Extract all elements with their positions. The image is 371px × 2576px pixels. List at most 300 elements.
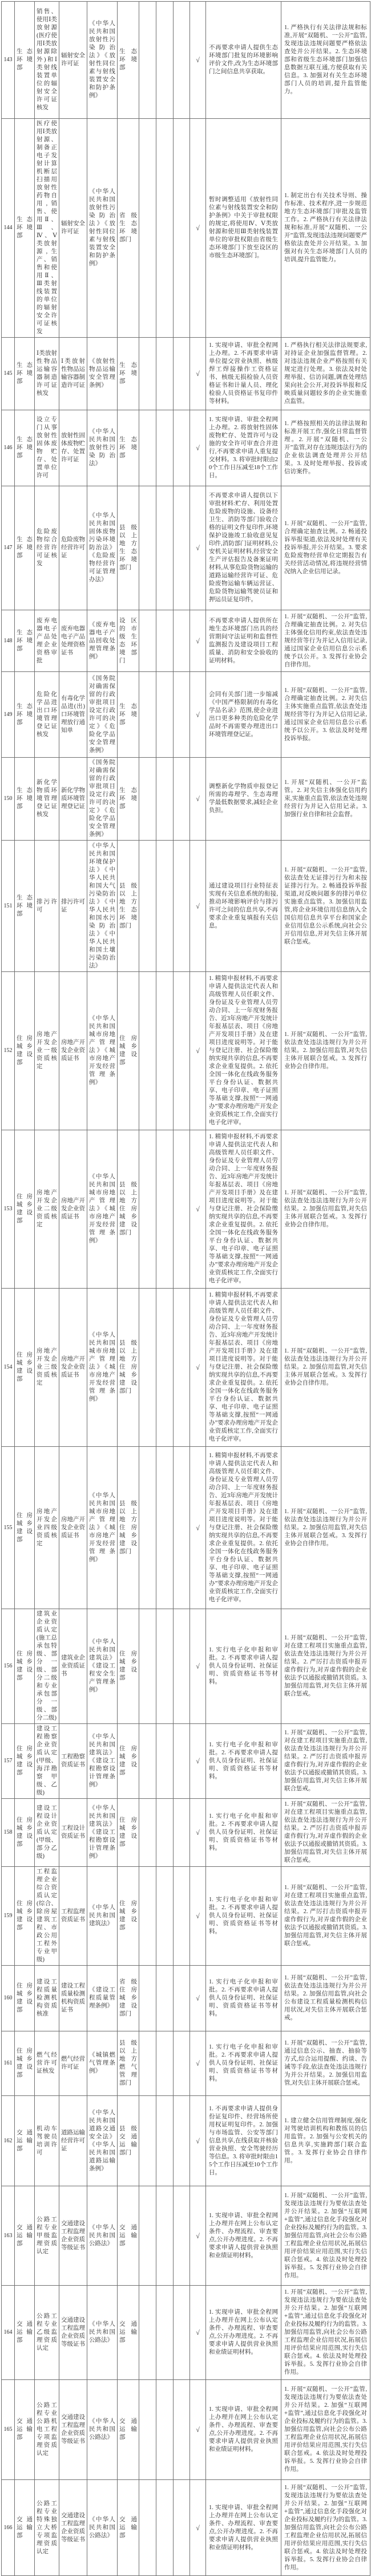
table-row	[2, 119, 370, 338]
cell-reform-mode-3	[174, 2186, 190, 2286]
cell-reform-mode-4-check: √	[190, 1289, 206, 1447]
cell-item-number: 153	[2, 1130, 15, 1289]
cell-reform-mode-4-check: √	[190, 1447, 206, 1609]
cell-license-name: 房地产开发企业资质证书	[59, 972, 87, 1130]
table-row	[2, 610, 370, 672]
cell-supervision-measures: 1. 严格执行相关法律法规要求,对持证企业加强监督管理。2. 对违法违规企业严格按照有关规定进行处理。3. 依法及时处理举报、信访问题,调查处理结果向社会公开,对投诉举报和反映质量问题较多的企业实施重点监管。	[281, 338, 370, 410]
cell-item-number: 147	[2, 486, 15, 610]
table-row	[2, 1966, 370, 2031]
table-row	[2, 2186, 370, 2286]
cell-item-number: 165	[2, 2380, 15, 2480]
cell-approval-department: 生态环境部	[15, 119, 35, 338]
cell-reform-mode-1	[139, 1130, 156, 1289]
cell-reform-mode-4-check: √	[190, 1799, 206, 1867]
cell-reform-mode-2	[156, 1799, 174, 1867]
cell-reform-mode-1	[139, 2096, 156, 2186]
cell-reform-mode-3	[174, 410, 190, 486]
table-row	[2, 2286, 370, 2380]
cell-item-number: 150	[2, 758, 15, 841]
cell-license-name: 建设工程质量检测机构资质证书	[59, 1966, 87, 2031]
cell-reform-mode-4-check: √	[190, 1724, 206, 1799]
cell-approval-department: 住房城乡建设部	[15, 1447, 35, 1609]
cell-item-number: 158	[2, 1799, 15, 1867]
cell-approval-authority: 交通运输部	[118, 2186, 139, 2286]
cell-permit-item-name: 建设工程质量检测机构资质核准	[35, 1966, 59, 2031]
cell-item-number: 164	[2, 2286, 15, 2380]
cell-legal-basis: 《城镇燃气管理条例》	[87, 2031, 118, 2096]
cell-reform-mode-4-check: √	[190, 1867, 206, 1966]
cell-reform-mode-1	[139, 2031, 156, 2096]
cell-reform-mode-1	[139, 2380, 156, 2480]
cell-legal-basis: 《中华人民共和国公路法》	[87, 2186, 118, 2286]
cell-reform-mode-3	[174, 1130, 190, 1289]
cell-reform-measures: 暂时调整适用《放射性同位素与射线装置安全和防护条例》中关于审批权限的规定,将使用Ⅳ、Ⅴ类放射源和使用Ⅲ类射线装置单位的审批权限由省级生态环境部门下放至设区的市级生态环境部门。	[206, 119, 281, 338]
cell-legal-basis: 《中华人民共和国放射性污染防治法》《放射性同位素与射线装置安全和防护条例》	[87, 119, 118, 338]
cell-approval-department: 交通运输部	[15, 2286, 35, 2380]
cell-legal-basis: 《国务院对确需保留的行政审批项目设定行政许可的决定》《危险化学品安全管理条例》	[87, 758, 118, 841]
cell-approval-department: 生态环境部	[15, 410, 35, 486]
cell-approval-authority: 住房城乡建设部	[118, 1799, 139, 1867]
cell-reform-mode-1	[139, 972, 156, 1130]
cell-reform-mode-1	[139, 1609, 156, 1724]
cell-license-name: 废弃电器电子产品处理资格证书	[59, 610, 87, 672]
cell-reform-mode-2	[156, 119, 174, 338]
cell-reform-mode-2	[156, 2186, 174, 2286]
cell-legal-basis: 《中华人民共和国公路法》	[87, 2286, 118, 2380]
cell-reform-mode-2	[156, 1966, 174, 2031]
cell-reform-measures: 1. 精简申报材料,不再要求申请人提供法定代表人和高级管理人员任职文件、身份证及专业管理人员劳动合同、上一年度财务报告、近3年房地产开发统计年报基层表、项目《房地产开发项目手册》及在建项目进度说明等。对于能与登记注册、社会保险缴纳实现共享的信息,不再要求企业重复提供。2. 依托全国一体化在线政务服务平台身份认证、数据共享、电子印章、电子证照等基础支撑,按照“一网通办”要求办理房地产开发企业资质核定工作,全面实行电子化评审。	[206, 1447, 281, 1609]
cell-reform-mode-3	[174, 119, 190, 338]
cell-reform-measures: 1. 精简申报材料,不再要求申请人提供法定代表人和高级管理人员任职文件、身份证及专业管理人员劳动合同、上一年度财务报告、近3年房地产开发统计年报基层表、项目《房地产开发项目手册》及在建项目进度说明等。对于能与登记注册、社会保险缴纳实现共享的信息,不再要求企业重复提供。2. 依托全国一体化在线政务服务平台身份认证、数据共享、电子印章、电子证照等基础支撑,按照“一网通办”要求办理房地产开发企业资质核定工作,全面实行电子化评审。	[206, 1289, 281, 1447]
table-row	[2, 2380, 370, 2480]
cell-supervision-measures: 1. 开展“双随机、一公开”监管,发现违法违规行为要依法查处并公开结果。2. 加强“互联网+监管”,通过信息化手段强化对企业投标及履约行为的监管。3. 加强信用监管,向社会公布公路工程监理企业信用状况,拓展信用评价结果应用范围,实行失信联合惩戒。4. 依法及时处理投诉举报。5. 发挥行业协会自律作用。	[281, 2480, 370, 2576]
cell-approval-department: 住房城乡建设部	[15, 1130, 35, 1289]
cell-permit-item-name: 公路工程专业特殊独立大桥专项监理资质认定	[35, 2480, 59, 2576]
cell-reform-measures: 不再要求申请人提供生态环境部门批复的环境影响评价文件,改为生态环境部门之间信息共享获取。	[206, 2, 281, 119]
cell-reform-mode-2	[156, 672, 174, 758]
table-row	[2, 486, 370, 610]
cell-legal-basis: 《中华人民共和国放射性污染防治法》	[87, 410, 118, 486]
cell-permit-item-name: 公路工程专业乙级监理资质认定	[35, 2286, 59, 2380]
table-row	[2, 1609, 370, 1724]
cell-permit-item-name: 机动车驾驶员培训许可	[35, 2096, 59, 2186]
cell-supervision-measures: 1. 开展“双随机、一公开”监管,依法查处无证排污行为和未按证排污行为。2. 畅通投诉举报渠道,对反映问题多的排污单位实施重点监管。3. 加强信用监管,将企业环境信用信息纳入全国信用信息共享平台和国家企业信用信息公示系统,向社会公开信用信息,并对失信主体开展联合惩戒。	[281, 841, 370, 972]
cell-approval-authority: 县级以上地方生态环境部门	[118, 486, 139, 610]
table-row	[2, 841, 370, 972]
cell-reform-mode-2	[156, 758, 174, 841]
cell-permit-item-name: 公路工程专业公路机电工程专项监理资质认定	[35, 2380, 59, 2480]
cell-item-number: 143	[2, 2, 15, 119]
cell-reform-measures: 1. 实行电子化申报和审批。2. 不再要求申请人提供人员身份证明、社保证明、资质资格证书等材料。	[206, 1867, 281, 1966]
cell-legal-basis: 《中华人民共和国公路法》	[87, 2480, 118, 2576]
cell-reform-mode-4-check: √	[190, 410, 206, 486]
cell-reform-mode-2	[156, 2480, 174, 2576]
cell-permit-item-name: 建设工程勘察企业资质认定(甲级、海洋勘察甲级、乙级)	[35, 1724, 59, 1799]
cell-reform-measures: 1. 实行电子化申报和审批。2. 不再要求申请人提供人员身份证明、社保证明、资质资格证书等材料。	[206, 1724, 281, 1799]
cell-approval-department: 住房城乡建设部	[15, 1289, 35, 1447]
cell-approval-authority: 交通运输部	[118, 2286, 139, 2380]
cell-reform-mode-3	[174, 1799, 190, 1867]
table-row	[2, 1289, 370, 1447]
cell-permit-item-name: 建设工程设计企业资质认定(甲级、部分乙级)	[35, 1799, 59, 1867]
cell-reform-measures: 1. 实现申请、审批全程网上办理并在网上公布认定条件、办理流程、审查要点,公开办理进度。2. 不再要求申请人提供营业执照和业绩证明材料。	[206, 2480, 281, 2576]
cell-reform-mode-4-check: √	[190, 672, 206, 758]
cell-license-name: 有毒化学品进(出)口环境管理放行通知单	[59, 672, 87, 758]
cell-permit-item-name: 医疗使用Ⅰ类放射源、制备正电子发射计算机断层扫描用放射性药物自用,销售、使用Ⅱ、Ⅲ、Ⅳ、Ⅴ类放射源,生产、销售和使用Ⅱ、Ⅲ类射线装置的单位的辐射安全许可证核发	[35, 119, 59, 338]
table-row	[2, 758, 370, 841]
cell-reform-mode-3	[174, 972, 190, 1130]
cell-reform-mode-3	[174, 2480, 190, 2576]
cell-license-name: 道路运输经营许可证	[59, 2096, 87, 2186]
cell-reform-mode-2	[156, 2, 174, 119]
cell-reform-mode-1	[139, 486, 156, 610]
cell-reform-mode-2	[156, 1289, 174, 1447]
cell-approval-authority: 县级以上地方住房城乡建设部门	[118, 1447, 139, 1609]
cell-license-name: 房地产开发企业资质证书	[59, 1447, 87, 1609]
cell-reform-mode-1	[139, 1447, 156, 1609]
cell-approval-authority: 县级以上地方燃气管理部门	[118, 2031, 139, 2096]
cell-reform-mode-2	[156, 2286, 174, 2380]
cell-permit-item-name: 工程监理企业综合资质认定(综合、除房屋建筑工程、市政公用工程外专业甲级)	[35, 1867, 59, 1966]
cell-reform-mode-3	[174, 1966, 190, 2031]
cell-approval-department: 住房城乡建设部	[15, 1966, 35, 2031]
cell-supervision-measures: 1. 开展“双随机、一公开”监管,对在建工程项目实施重点监管,依法查处违法违规行为并公开结果。2. 严厉打击资质申报弄虚作假行为,对弄虚作假的企业依法予以通报或撤销其资质。3. 加强信用监管,对失信主体开展联合惩戒。	[281, 1867, 370, 1966]
cell-supervision-measures: 1. 开展“双随机、一公开”监管,依法查处违法违规行为并公开结果。2. 加强信用监管,对失信主体开展联合惩戒。3. 发挥行业协会自律作用。	[281, 1447, 370, 1609]
cell-reform-mode-1	[139, 610, 156, 672]
cell-permit-item-name: 废弃电器电子产品处理企业资格审批	[35, 610, 59, 672]
cell-item-number: 145	[2, 338, 15, 410]
cell-supervision-measures: 1. 开展“双随机、一公开”监管,通过信息公示、抽查、抽验等方式,综合运用提醒、约谈、告诫等手段,依法查处违法违规行为并公开结果。2. 加强信用监管,对失信主体开展联合惩戒。	[281, 2031, 370, 2096]
cell-reform-mode-1	[139, 410, 156, 486]
cell-approval-department: 住房城乡建设部	[15, 1799, 35, 1867]
cell-approval-department: 住房城乡建设部	[15, 1724, 35, 1799]
cell-reform-mode-3	[174, 486, 190, 610]
cell-supervision-measures: 1. 开展“双随机、一公开”监管,依法查处违法违规行为并公开结果。2. 加强信用监管,向社会公布建设工程质量检测机构信用状况,对失信主体开展联合惩戒。	[281, 1966, 370, 2031]
cell-license-name: 交通建设工程监理企业资质等级证书	[59, 2186, 87, 2286]
cell-supervision-measures: 1. 开展“双随机、一公开”监管,依法查处违法违规行为并公开结果。2. 加强信用监管,对失信主体开展联合惩戒。3. 发挥行业协会自律作用。	[281, 972, 370, 1130]
cell-reform-mode-2	[156, 1130, 174, 1289]
cell-reform-measures: 不再要求申请人提供所在地生态环境部门出具的经营期间守法证明和监督性监测报告及建设项目工程质量、消防和安全验收的证明材料。	[206, 610, 281, 672]
cell-approval-authority: 生态环境部	[118, 338, 139, 410]
cell-license-name: 房地产开发企业资质证书	[59, 1130, 87, 1289]
cell-license-name: Ⅰ类放射性物品运输容器制造许可证	[59, 338, 87, 410]
cell-reform-mode-1	[139, 672, 156, 758]
cell-reform-mode-1	[139, 338, 156, 410]
cell-approval-department: 住房城乡建设部	[15, 1867, 35, 1966]
cell-approval-authority: 县级以上地方住房城乡建设部门	[118, 1289, 139, 1447]
cell-reform-mode-3	[174, 1609, 190, 1724]
cell-reform-mode-3	[174, 2031, 190, 2096]
cell-supervision-measures: 1. 严格执行有关法律法规和标准,开展“双随机、一公开”监管,发现违法违规问题要严格依法查处并公开结果。2. 生态环境部和省级生态环境部门加强信息数据互联互通,方便获取有关信息。3. 加强对有关生态环境部门人员的培训,提升监管能力。	[281, 2, 370, 119]
cell-approval-authority: 交通运输部	[118, 2380, 139, 2480]
cell-item-number: 157	[2, 1724, 15, 1799]
table-row	[2, 672, 370, 758]
cell-item-number: 166	[2, 2480, 15, 2576]
cell-reform-mode-1	[139, 2186, 156, 2286]
cell-reform-mode-4-check: √	[190, 119, 206, 338]
cell-permit-item-name: 房地产开发企业三级资质核定	[35, 1289, 59, 1447]
cell-reform-mode-2	[156, 2031, 174, 2096]
cell-reform-mode-4-check: √	[190, 486, 206, 610]
cell-reform-mode-4-check: √	[190, 972, 206, 1130]
cell-reform-measures: 通过建设项目行业特征表实现有关信息系统的衔接,推动环境影响评价与排污许可之间的信息共享,不再要求企业重复填报有关信息。	[206, 841, 281, 972]
cell-reform-mode-1	[139, 2, 156, 119]
cell-reform-mode-3	[174, 841, 190, 972]
cell-reform-mode-3	[174, 672, 190, 758]
cell-approval-authority: 省级生态环境部门	[118, 119, 139, 338]
cell-approval-department: 交通运输部	[15, 2186, 35, 2286]
table-row	[2, 338, 370, 410]
cell-reform-mode-4-check: √	[190, 1966, 206, 2031]
cell-item-number: 163	[2, 2186, 15, 2286]
cell-permit-item-name: 房地产开发企业四级资质核定	[35, 1447, 59, 1609]
cell-permit-item-name: 新化学物质环境管理登记证核发	[35, 758, 59, 841]
cell-license-name: 工程监理资质证书	[59, 1867, 87, 1966]
cell-approval-authority: 生态环境部	[118, 410, 139, 486]
cell-legal-basis: 《中华人民共和国建筑法》《建设工程安全生产管理条例》	[87, 1609, 118, 1724]
cell-license-name: 交通建设工程监理企业资质等级证书	[59, 2286, 87, 2380]
cell-reform-measures: 1. 实行电子化申报和审批。2. 不再要求申请人提供人员身份证明、社保证明、资质资格证书等材料。	[206, 1966, 281, 2031]
cell-legal-basis: 《中华人民共和国城市房地产管理法》《城市房地产开发经营管理条例》	[87, 1289, 118, 1447]
cell-reform-mode-2	[156, 2096, 174, 2186]
cell-reform-measures: 1. 不再要求申请人提供身份证复印件、经营场所使用权证明复印件。2. 加强与市场监管、公安等部门信息共享,在线获取并核验营业执照、安全驾驶经历等信息。3. 将审批时限由15个工作日压减至10个工作日。	[206, 2096, 281, 2186]
cell-reform-mode-2	[156, 486, 174, 610]
cell-supervision-measures: 1. 开展“双随机、一公开”监管,依法查处违法违规行为并公开结果。2. 加强信用监管,对失信主体开展联合惩戒。3. 发挥行业协会自律作用。	[281, 1289, 370, 1447]
cell-reform-mode-3	[174, 1289, 190, 1447]
table-row	[2, 1724, 370, 1799]
cell-reform-mode-3	[174, 338, 190, 410]
cell-approval-department: 生态环境部	[15, 841, 35, 972]
cell-approval-department: 生态环境部	[15, 758, 35, 841]
cell-supervision-measures: 1. 开展“双随机、一公开”监管,对在建工程项目实施重点监管,依法查处违法违规行为并公开结果。2. 严厉打击资质申报弄虚作假行为,对弄虚作假的企业依法予以通报或撤销其资质。3. 加强信用监管,对失信主体开展联合惩戒。	[281, 1799, 370, 1867]
cell-reform-mode-3	[174, 2, 190, 119]
cell-reform-mode-2	[156, 410, 174, 486]
cell-approval-authority: 交通运输部	[118, 2480, 139, 2576]
cell-reform-mode-1	[139, 1724, 156, 1799]
cell-reform-mode-1	[139, 1799, 156, 1867]
cell-supervision-measures: 1. 开展“双随机、一公开”监管,发现违法违规行为要依法查处并公开结果。2. 加强“互联网+监管”,通过信息化手段强化对企业投标及履约行为的监管。3. 加强信用监管,向社会公布公路工程监理企业信用状况,拓展信用评价结果应用范围,实行失信联合惩戒。4. 依法及时处理投诉举报。5. 发挥行业协会自律作用。	[281, 2380, 370, 2480]
cell-reform-mode-1	[139, 758, 156, 841]
cell-approval-department: 生态环境部	[15, 486, 35, 610]
cell-item-number: 160	[2, 1966, 15, 2031]
cell-license-name: 工程勘察资质证书	[59, 1724, 87, 1799]
cell-license-name: 新化学物质环境管理登记证	[59, 758, 87, 841]
cell-supervision-measures: 1. 开展“双随机、一公开”监管,合理确定抽查比例。2. 对失信主体强化信用约束,依法查处违规经营等行为并记入信用记录,通过国家企业信用信息公示系统予以公开。3. 发挥行业协会自律作用。	[281, 610, 370, 672]
table-body	[2, 2, 370, 2576]
cell-item-number: 159	[2, 1867, 15, 1966]
cell-reform-measures: 1. 实现申请、审批全程网上办理并在网上公布认定条件、办理流程、审查要点,公开办理进度。2. 不再要求申请人提供营业执照和业绩证明材料。	[206, 2286, 281, 2380]
cell-item-number: 152	[2, 972, 15, 1130]
cell-reform-measures: 调整新化学物质申报登记所需的毒理学、生态毒理学最低数据要求,减轻企业负担。	[206, 758, 281, 841]
cell-reform-mode-4-check: √	[190, 758, 206, 841]
cell-permit-item-name: 房地产开发企业二级资质核定	[35, 1130, 59, 1289]
cell-reform-measures: 1. 精简申报材料,不再要求申请人提供法定代表人和高级管理人员任职文件、身份证及专业管理人员劳动合同、上一年度财务报告、近3年房地产开发统计年报基层表、项目《房地产开发项目手册》及在建项目进度说明等。对于能与登记注册、社会保险缴纳实现共享的信息,不再要求企业重复提供。2. 依托全国一体化在线政务服务平台身份认证、数据共享、电子印章、电子证照等基础支撑,按照“一网通办”要求办理房地产开发企业资质核定工作,全面实行电子化评审。	[206, 972, 281, 1130]
cell-permit-item-name: Ⅰ类放射性物品运输容器制造许可证核发	[35, 338, 59, 410]
cell-legal-basis: 《中华人民共和国建筑法》《建设工程勘察设计管理条例》	[87, 1724, 118, 1799]
cell-approval-department: 交通运输部	[15, 2480, 35, 2576]
cell-legal-basis: 《国务院对确需保留的行政审批项目设定行政许可的决定》《危险化学品安全管理条例》	[87, 672, 118, 758]
cell-reform-mode-4-check: √	[190, 2380, 206, 2480]
cell-approval-department: 住房城乡建设部	[15, 1609, 35, 1724]
scanned-document-page	[0, 1, 371, 2576]
cell-reform-mode-4-check: √	[190, 2, 206, 119]
cell-reform-mode-3	[174, 2096, 190, 2186]
cell-legal-basis: 《中华人民共和国建筑法》	[87, 1867, 118, 1966]
cell-approval-authority: 生态环境部	[118, 758, 139, 841]
cell-reform-mode-4-check: √	[190, 338, 206, 410]
table-row	[2, 2096, 370, 2186]
cell-reform-measures: 1. 实行电子化申报和审批。2. 不再要求申请人提供人员身份证明、社保证明、资质资格证书等材料。	[206, 1609, 281, 1724]
cell-license-name: 燃气经营许可证	[59, 2031, 87, 2096]
cell-reform-mode-1	[139, 1966, 156, 2031]
cell-license-name: 排污许可证	[59, 841, 87, 972]
table-row	[2, 2031, 370, 2096]
cell-item-number: 144	[2, 119, 15, 338]
cell-approval-department: 生态环境部	[15, 338, 35, 410]
cell-reform-mode-4-check: √	[190, 2480, 206, 2576]
cell-legal-basis: 《中华人民共和国城市房地产管理法》《城市房地产开发经营管理条例》	[87, 1447, 118, 1609]
permit-reform-items-table	[1, 1, 370, 2576]
cell-supervision-measures: 1. 开展“双随机、一公开”监管,合理确定抽查比例。2. 畅通投诉举报渠道,依法及时处理有关投诉举报,并公开结果。3. 要求危险废物经营单位定期报告有关经营活动情况,将违规经营情况纳入企业信用记录。	[281, 486, 370, 610]
cell-legal-basis: 《中华人民共和国城市房地产管理法》《城市房地产开发经营管理条例》	[87, 1130, 118, 1289]
cell-legal-basis: 《中华人民共和国道路交通安全法》《中华人民共和国道路运输条例》	[87, 2096, 118, 2186]
cell-approval-department: 生态环境部	[15, 610, 35, 672]
cell-license-name: 放射性固体废物贮存、处置许可证	[59, 410, 87, 486]
cell-reform-mode-4-check: √	[190, 610, 206, 672]
cell-reform-mode-2	[156, 2380, 174, 2480]
cell-supervision-measures: 1. 开展“双随机、一公开”监管,发现违法违规行为要依法查处并公开结果。2. 加强“互联网+监管”,通过信息化手段强化对企业投标及履约行为的监管。3. 加强信用监管,向社会公布公路工程监理企业信用状况,拓展信用评价结果应用范围,实行失信联合惩戒。4. 依法及时处理投诉举报。5. 发挥行业协会自律作用。	[281, 2186, 370, 2286]
cell-reform-mode-3	[174, 1724, 190, 1799]
cell-reform-mode-2	[156, 972, 174, 1130]
cell-approval-department: 生态环境部	[15, 672, 35, 758]
table-row	[2, 2, 370, 119]
cell-approval-authority: 生态环境部	[118, 2, 139, 119]
cell-supervision-measures: 1. 建立健全信用管理制度,强化对驾驶培训机构和教练员的信用监管。2. 加强与公安机关的信息共享,实施跨部门联合监管。3. 发挥行业协会自律作用。	[281, 2096, 370, 2186]
cell-legal-basis: 《中华人民共和国固体废物污染环境防治法》《危险废物经营许可证管理办法》	[87, 486, 118, 610]
cell-license-name: 交通建设工程监理企业资质等级证书	[59, 2380, 87, 2480]
cell-permit-item-name: 危险废物综合经营许可证核发	[35, 486, 59, 610]
cell-reform-measures: 1. 实现申请、审批全程网上办理。2. 不再要求申请单位提交营业执照、核级焊工焊接操作工资格证书、核级无损检验人员资格证书和计量人员、理化检验人员资格证书复印件等材料。	[206, 338, 281, 410]
cell-supervision-measures: 1. 开展“双随机、一公开”监管。2. 对失信主体强化信用约束,实施重点监管,依法查处违规经营行为并记入信用记录。3. 加强行业自律和社会监督。	[281, 758, 370, 841]
cell-item-number: 149	[2, 672, 15, 758]
cell-reform-mode-4-check: √	[190, 1130, 206, 1289]
cell-reform-mode-1	[139, 2286, 156, 2380]
cell-legal-basis: 《放射性物品运输安全管理条例》	[87, 338, 118, 410]
cell-approval-department: 生态环境部	[15, 2, 35, 119]
cell-approval-authority: 住房城乡建设部	[118, 1609, 139, 1724]
cell-supervision-measures: 1. 严格按照相关的法律法规和标准开展工作,强化日常监督管理。2. 开展“双随机、一公开”监管,对存在违规违法行为的企业依法调查处理并公开结果。3. 及时处理举报、投诉或信访案件。	[281, 410, 370, 486]
cell-reform-measures: 不再要求申请人提供以下审批材料:贮存、利用处置危险废物的设施、设备经卫生、消防等部门验收合格的证明文件复印件,环境保护设施竣工验收意见复印件,消防部门证明材料,公安机关证明材料,经营安全生产评估报告及备案证明材料,从事危险货物运输的道路运输经营许可证、危险废物运输车辆运营证、危险货物运输驾驶员证和押运员证复印件。	[206, 486, 281, 610]
cell-reform-mode-1	[139, 2480, 156, 2576]
cell-reform-mode-2	[156, 1609, 174, 1724]
cell-approval-authority: 设区的市级生态环境部门	[118, 610, 139, 672]
cell-item-number: 161	[2, 2031, 15, 2096]
cell-reform-mode-4-check: √	[190, 2186, 206, 2286]
cell-item-number: 156	[2, 1609, 15, 1724]
cell-item-number: 155	[2, 1447, 15, 1609]
cell-legal-basis: 《中华人民共和国公路法》	[87, 2380, 118, 2480]
cell-reform-mode-1	[139, 119, 156, 338]
cell-supervision-measures: 1. 开展“双随机、一公开”监管,合理确定抽查比例。2. 对失信主体实施重点监管,依法查处违规经营等行为并记入信用记录,通过国家企业信用信息公示系统予以公开。3. 依法及时处理投诉举报。	[281, 672, 370, 758]
cell-supervision-measures: 1. 开展“双随机、一公开”监管,对在建工程项目实施重点监管,依法查处违法违规行为并公开结果。2. 严厉打击资质申报弄虚作假行为,对弄虚作假的企业依法予以通报或撤销其资质。3. 加强信用监管,对失信主体开展联合惩戒。	[281, 1609, 370, 1724]
cell-license-name: 辐射安全许可证	[59, 2, 87, 119]
cell-reform-measures: 会同有关部门进一步缩减《中国严格限制的有毒化学品名录》范围,使企业进出口更多种类的危险化学品时不再需要办理进出口环境管理登记证。	[206, 672, 281, 758]
cell-reform-measures: 1. 实现申请、审批全程网上办理。2. 将放射性固体废物贮存、处置许可与设施的安全许可审查合并进行,不再要求申请人重复提交材料。3. 将审批时限由20个工作日压减至18个工作日。	[206, 410, 281, 486]
cell-reform-measures: 1. 实行电子化申报和审批。2. 不再要求申请人提供人员身份证明、社保证明、资质资格证书等材料。	[206, 1799, 281, 1867]
table-row	[2, 972, 370, 1130]
table-row	[2, 1447, 370, 1609]
cell-license-name: 工程设计资质证书	[59, 1799, 87, 1867]
cell-approval-authority: 县级以上地方生态环境部门	[118, 841, 139, 972]
cell-approval-authority: 住房城乡建设部	[118, 972, 139, 1130]
cell-approval-department: 交通运输部	[15, 2096, 35, 2186]
cell-item-number: 148	[2, 610, 15, 672]
cell-reform-measures: 1. 实现申请、审批全程网上办理并在网上公布认定条件、办理流程、审查要点,公开办理进度。2. 不再要求申请人提供营业执照和业绩证明材料。	[206, 2380, 281, 2480]
cell-approval-authority: 县级以上地方住房城乡建设部门	[118, 1130, 139, 1289]
table-row	[2, 2480, 370, 2576]
cell-reform-measures: 1. 实现申请、审批全程网上办理并在网上公布认定条件、办理流程、审查要点,公开办理进度。2. 不再要求申请人提供营业执照和业绩证明材料。	[206, 2186, 281, 2286]
cell-reform-mode-1	[139, 1867, 156, 1966]
cell-approval-authority: 住房城乡建设部	[118, 1724, 139, 1799]
cell-legal-basis: 《中华人民共和国环境保护法》《中华人民共和国大气污染防治法》《中华人民共和国水污染防治法》《中华人民共和国土壤污染防治法》	[87, 841, 118, 972]
cell-approval-authority: 县级交通运输部门	[118, 2096, 139, 2186]
cell-legal-basis: 《中华人民共和国城市房地产管理法》《城市房地产开发经营管理条例》	[87, 972, 118, 1130]
cell-license-name: 辐射安全许可证	[59, 119, 87, 338]
cell-reform-mode-2	[156, 338, 174, 410]
cell-permit-item-name: 设立专门从事放射性固体废物贮存、处置单位许可	[35, 410, 59, 486]
table-row	[2, 1130, 370, 1289]
cell-reform-mode-3	[174, 1867, 190, 1966]
cell-supervision-measures: 1. 开展“双随机、一公开”监管,对在建工程项目实施重点监管,依法查处违法违规行为并公开结果。2. 严厉打击资质申报弄虚作假行为,对弄虚作假的企业依法予以通报或撤销其资质。3. 加强信用监管,对失信主体开展联合惩戒。	[281, 1724, 370, 1799]
cell-reform-mode-3	[174, 2380, 190, 2480]
cell-reform-mode-3	[174, 1447, 190, 1609]
cell-legal-basis: 《中华人民共和国放射性污染防治法》《放射性同位素与射线装置安全和防护条例》	[87, 2, 118, 119]
cell-item-number: 151	[2, 841, 15, 972]
cell-supervision-measures: 1. 制定出台有关技术导则、操作标准、技术程序,进一步规范地方生态环境部门审批及监管工作。2. 严格执行有关法律法规和标准,开展“双随机、一公开”监管,发现违法违规问题要严格依法查处并公开结果。3. 加强对有关生态环境部门人员的培训,提升监管能力。	[281, 119, 370, 338]
cell-permit-item-name: 房地产开发企业一级资质核定	[35, 972, 59, 1130]
cell-reform-mode-4-check: √	[190, 1609, 206, 1724]
cell-permit-item-name: 燃气经营许可证核发	[35, 2031, 59, 2096]
cell-reform-mode-4-check: √	[190, 841, 206, 972]
cell-license-name: 交通建设工程监理企业资质等级证书	[59, 2480, 87, 2576]
cell-item-number: 154	[2, 1289, 15, 1447]
cell-supervision-measures: 1. 开展“双随机、一公开”监管,发现违法违规行为要依法查处并公开结果。2. 加强“互联网+监管”,通过信息化手段强化对企业投标及履约行为的监管。3. 加强信用监管,向社会公布公路工程监理企业信用状况,拓展信用评价结果应用范围,实行失信联合惩戒。4. 依法及时处理投诉举报。5. 发挥行业协会自律作用。	[281, 2286, 370, 2380]
cell-reform-measures: 1. 精简申报材料,不再要求申请人提供法定代表人和高级管理人员任职文件、身份证及专业管理人员劳动合同、上一年度财务报告、近3年房地产开发统计年报基层表、项目《房地产开发项目手册》及在建项目进度说明等。对于能与登记注册、社会保险缴纳实现共享的信息,不再要求企业重复提供。2. 依托全国一体化在线政务服务平台身份认证、数据共享、电子印章、电子证照等基础支撑,按照“一网通办”要求办理房地产开发企业资质核定工作,全面实行电子化评审。	[206, 1130, 281, 1289]
table-row	[2, 1867, 370, 1966]
cell-approval-department: 住房城乡建设部	[15, 972, 35, 1130]
cell-reform-mode-4-check: √	[190, 2096, 206, 2186]
cell-reform-mode-3	[174, 610, 190, 672]
cell-legal-basis: 《建设工程质量管理条例》	[87, 1966, 118, 2031]
cell-reform-mode-3	[174, 2286, 190, 2380]
table-row	[2, 410, 370, 486]
cell-reform-mode-2	[156, 1447, 174, 1609]
cell-reform-measures: 1. 实行电子化申报和审批。2. 不再要求申请人提供人员身份证明、社保证明、资质资格证书等材料。	[206, 2031, 281, 2096]
cell-legal-basis: 《中华人民共和国建筑法》《建设工程勘察设计管理条例》	[87, 1799, 118, 1867]
cell-reform-mode-4-check: √	[190, 2031, 206, 2096]
cell-license-name: 房地产开发企业资质证书	[59, 1289, 87, 1447]
cell-approval-department: 交通运输部	[15, 2380, 35, 2480]
cell-permit-item-name: 排污许可	[35, 841, 59, 972]
cell-reform-mode-3	[174, 758, 190, 841]
cell-approval-authority: 住房城乡建设部	[118, 1867, 139, 1966]
cell-reform-mode-2	[156, 841, 174, 972]
cell-permit-item-name: 危险化学品进出口环境管理登记证核发	[35, 672, 59, 758]
cell-supervision-measures: 1. 开展“双随机、一公开”监管,依法查处违法违规行为并公开结果。2. 加强信用监管,对失信主体开展联合惩戒。3. 发挥行业协会自律作用。	[281, 1130, 370, 1289]
cell-reform-mode-1	[139, 1289, 156, 1447]
cell-item-number: 146	[2, 410, 15, 486]
cell-license-name: 危险废物经营许可证	[59, 486, 87, 610]
